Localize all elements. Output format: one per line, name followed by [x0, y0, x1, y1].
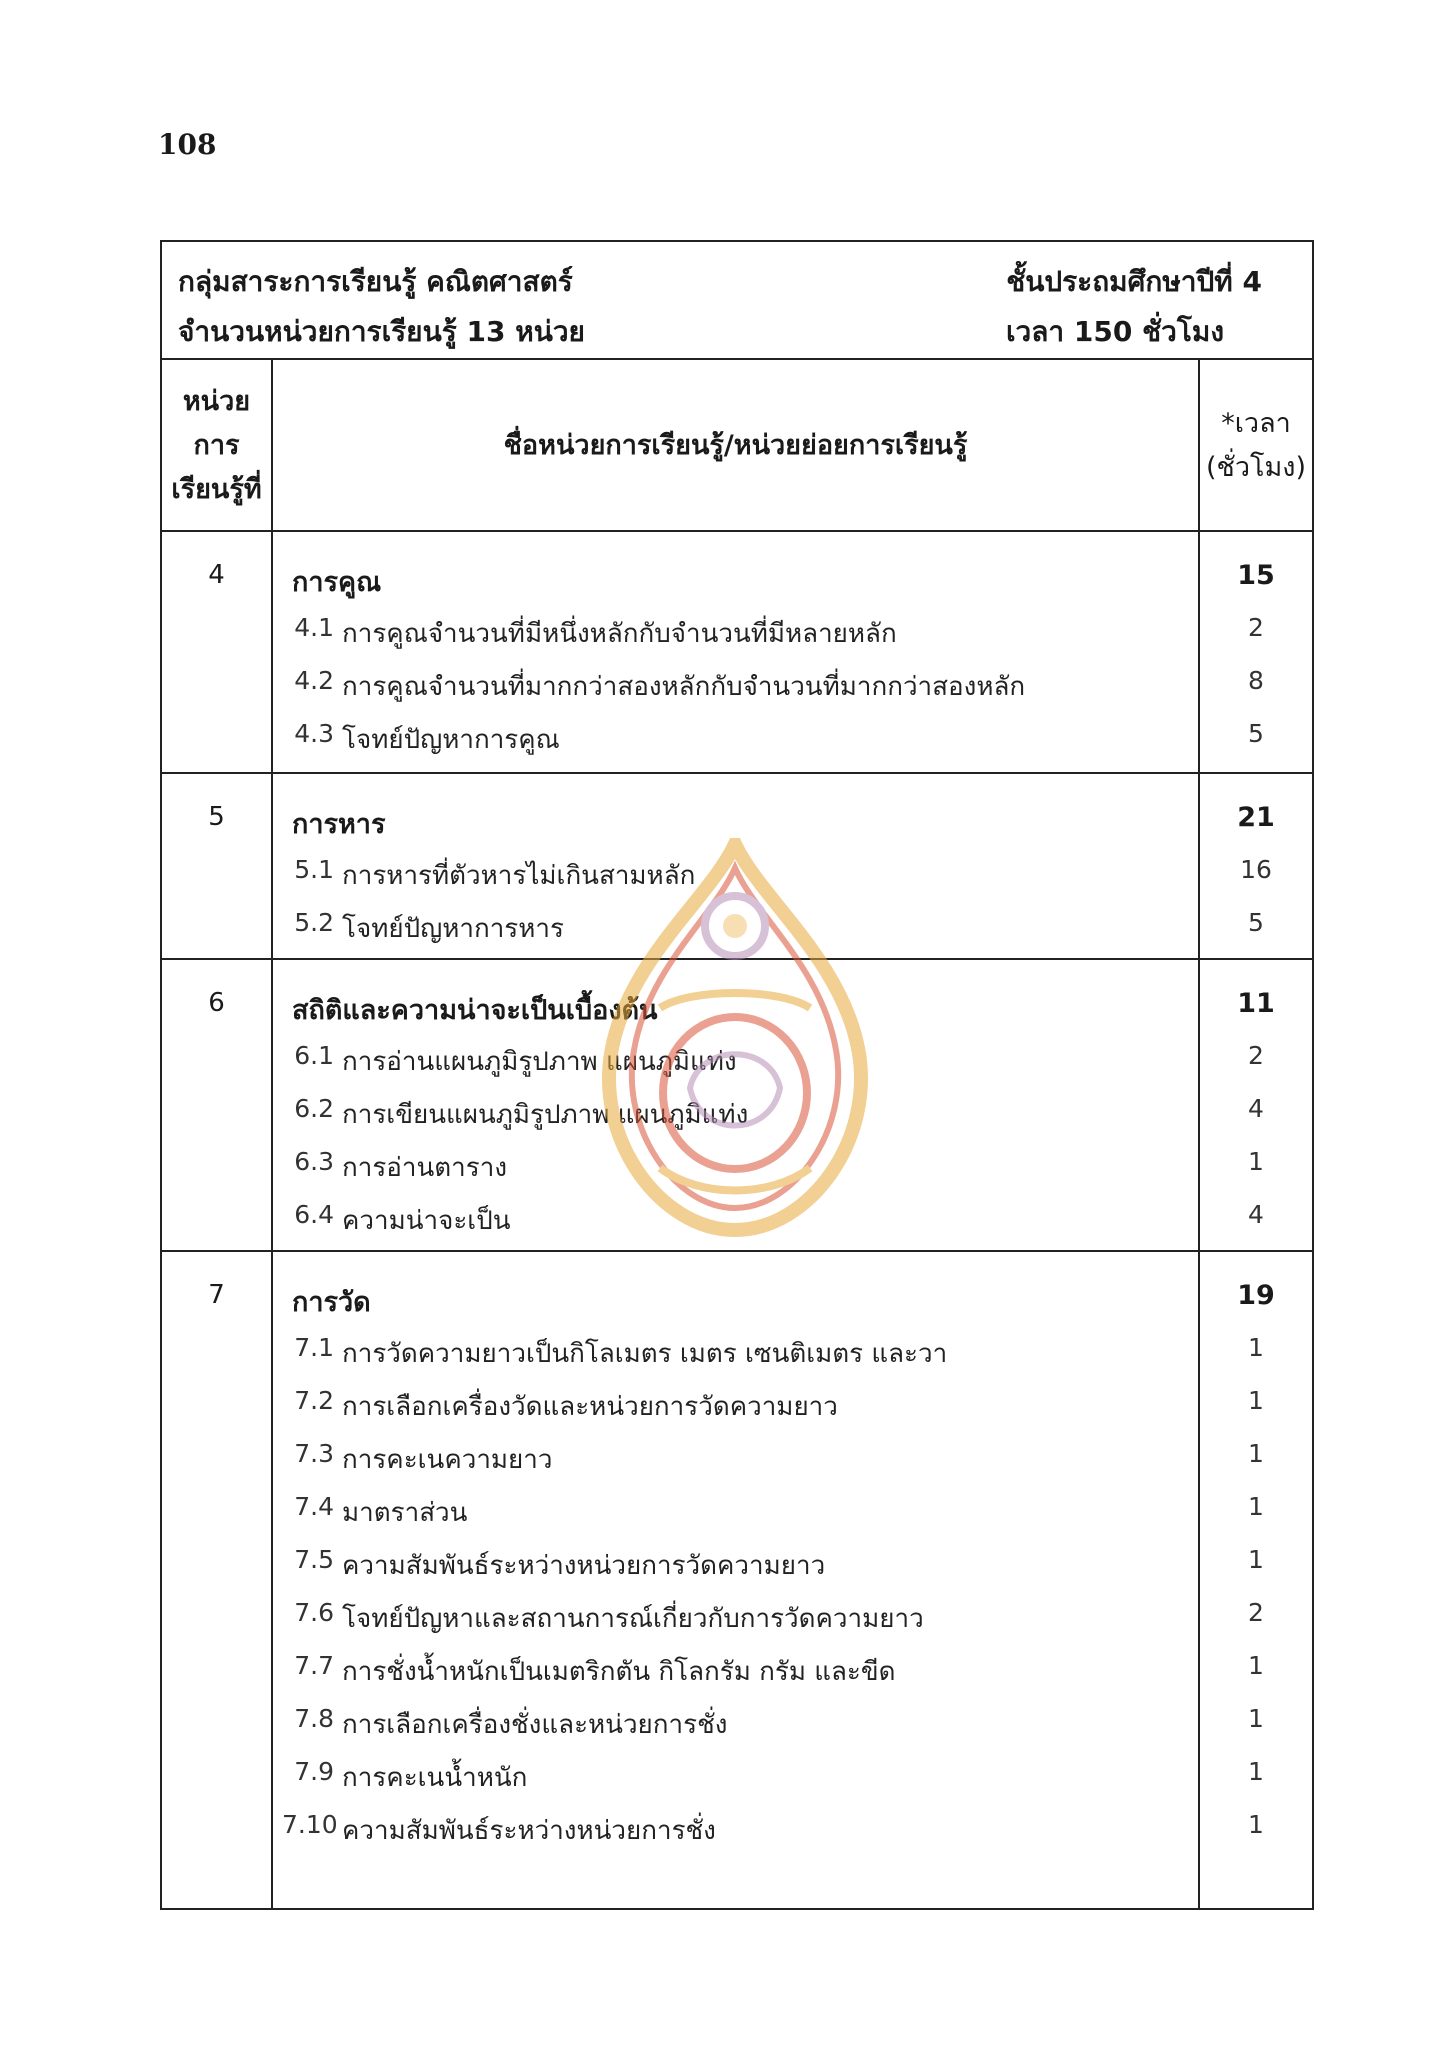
subunit-hours: 1 — [1248, 1147, 1264, 1176]
column-header-name-text: ชื่อหน่วยการเรียนรู้/หน่วยย่อยการเรียนรู้ — [503, 430, 968, 461]
subunit-number: 7.3 — [294, 1439, 334, 1468]
subunit-number: 4.3 — [294, 719, 334, 748]
unit-title-row — [162, 988, 1312, 1041]
subunit-hours: 2 — [1248, 1598, 1264, 1627]
subunit-row — [162, 1147, 1312, 1200]
column-header-time-line: *เวลา — [1221, 408, 1291, 439]
subunit-hours: 4 — [1248, 1200, 1264, 1229]
subunit-row — [162, 1200, 1312, 1253]
subunit-number: 7.4 — [294, 1492, 334, 1521]
subunit-row — [162, 1492, 1312, 1545]
subunit-label: ความสัมพันธ์ระหว่างหน่วยการชั่ง — [342, 1816, 716, 1846]
subunit-hours: 16 — [1240, 855, 1272, 884]
unit-title: การคูณ — [292, 567, 382, 598]
subunit-row — [162, 1094, 1312, 1147]
subunit-label: การอ่านแผนภูมิรูปภาพ แผนภูมิแท่ง — [342, 1047, 737, 1077]
column-header-unit-line: เรียนรู้ที่ — [171, 474, 262, 505]
subunit-row — [162, 1651, 1312, 1704]
subunit-label: การคูณจำนวนที่มีหนึ่งหลักกับจำนวนที่มีหลายหลัก — [342, 619, 897, 649]
subunit-row — [162, 1704, 1312, 1757]
subunit-number: 4.2 — [294, 666, 334, 695]
subunit-hours: 5 — [1248, 908, 1264, 937]
subunit-label: การชั่งน้ำหนักเป็นเมตริกตัน กิโลกรัม กรัม และขีด — [342, 1657, 896, 1687]
subunit-label: การวัดความยาวเป็นกิโลเมตร เมตร เซนติเมตร และวา — [342, 1339, 948, 1369]
unit-number: 5 — [208, 802, 225, 832]
subunit-hours: 1 — [1248, 1439, 1264, 1468]
unit-title-row — [162, 802, 1312, 855]
subunit-number: 6.3 — [294, 1147, 334, 1176]
unit-title-row — [162, 560, 1312, 613]
subunit-row — [162, 666, 1312, 719]
subunit-row — [162, 1041, 1312, 1094]
subunit-hours: 1 — [1248, 1704, 1264, 1733]
subunit-label: การเลือกเครื่องชั่งและหน่วยการชั่ง — [342, 1710, 728, 1740]
subunit-hours: 5 — [1248, 719, 1264, 748]
subunit-label: ความน่าจะเป็น — [342, 1206, 511, 1236]
unit-title: การวัด — [292, 1287, 371, 1318]
subunit-number: 5.1 — [294, 855, 334, 884]
curriculum-table — [160, 240, 1314, 1910]
subunit-hours: 4 — [1248, 1094, 1264, 1123]
subunit-number: 7.10 — [282, 1810, 338, 1839]
total-time: เวลา 150 ชั่วโมง — [1005, 315, 1224, 348]
subunit-number: 7.6 — [294, 1598, 334, 1627]
column-header-unit-line: การ — [193, 430, 240, 461]
subunit-number: 5.2 — [294, 908, 334, 937]
units-count: จำนวนหน่วยการเรียนรู้ 13 หน่วย — [178, 315, 585, 348]
subunit-label: การเลือกเครื่องวัดและหน่วยการวัดความยาว — [342, 1392, 838, 1422]
subunit-row — [162, 1333, 1312, 1386]
page-number: 108 — [158, 128, 217, 161]
unit-hours: 21 — [1237, 802, 1275, 833]
subunit-label: โจทย์ปัญหาการหาร — [342, 914, 564, 944]
subunit-number: 7.2 — [294, 1386, 334, 1415]
subunit-number: 7.9 — [294, 1757, 334, 1786]
column-header-unit-line: หน่วย — [182, 386, 251, 417]
subunit-number: 7.7 — [294, 1651, 334, 1680]
unit-hours: 15 — [1237, 560, 1275, 591]
subunit-row — [162, 1386, 1312, 1439]
subunit-hours: 1 — [1248, 1810, 1264, 1839]
subunit-number: 7.1 — [294, 1333, 334, 1362]
subunit-label: การเขียนแผนภูมิรูปภาพ แผนภูมิแท่ง — [342, 1100, 749, 1130]
subunit-hours: 1 — [1248, 1757, 1264, 1786]
subunit-hours: 1 — [1248, 1651, 1264, 1680]
subunit-row — [162, 1757, 1312, 1810]
subunit-label: การคูณจำนวนที่มากกว่าสองหลักกับจำนวนที่มากกว่าสองหลัก — [342, 672, 1026, 702]
unit-title: สถิติและความน่าจะเป็นเบื้องต้น — [292, 995, 658, 1026]
unit-number: 6 — [208, 988, 225, 1018]
column-header-name — [273, 360, 1200, 532]
subunit-hours: 1 — [1248, 1545, 1264, 1574]
table-header-info — [162, 242, 1312, 360]
subunit-label: การอ่านตาราง — [342, 1153, 508, 1183]
subunit-hours: 2 — [1248, 613, 1264, 642]
unit-title-row — [162, 1280, 1312, 1333]
subunit-hours: 1 — [1248, 1333, 1264, 1362]
subunit-number: 4.1 — [294, 613, 334, 642]
subunit-hours: 1 — [1248, 1386, 1264, 1415]
unit-section — [162, 1250, 1312, 1908]
subunit-hours: 2 — [1248, 1041, 1264, 1070]
subunit-number: 6.1 — [294, 1041, 334, 1070]
subunit-hours: 1 — [1248, 1492, 1264, 1521]
subject-group: กลุ่มสาระการเรียนรู้ คณิตศาสตร์ — [178, 265, 573, 298]
subunit-number: 6.2 — [294, 1094, 334, 1123]
subunit-label: มาตราส่วน — [342, 1498, 468, 1528]
unit-hours: 19 — [1237, 1280, 1275, 1311]
subunit-number: 7.5 — [294, 1545, 334, 1574]
unit-title: การหาร — [292, 809, 386, 840]
unit-hours: 11 — [1237, 988, 1275, 1019]
subunit-label: โจทย์ปัญหาและสถานการณ์เกี่ยวกับการวัดความยาว — [342, 1604, 924, 1634]
subunit-row — [162, 613, 1312, 666]
subunit-label: การคะเนน้ำหนัก — [342, 1763, 528, 1793]
subunit-hours: 8 — [1248, 666, 1264, 695]
column-header-time-line: (ชั่วโมง) — [1205, 452, 1307, 483]
subunit-label: โจทย์ปัญหาการคูณ — [342, 725, 560, 755]
grade-level: ชั้นประถมศึกษาปีที่ 4 — [1006, 265, 1262, 298]
unit-number: 7 — [208, 1280, 225, 1310]
unit-section — [162, 532, 1312, 772]
unit-number: 4 — [208, 560, 225, 590]
subunit-row — [162, 1439, 1312, 1492]
subunit-row — [162, 908, 1312, 961]
unit-section — [162, 958, 1312, 1250]
subunit-row — [162, 1810, 1312, 1863]
column-header-unit — [162, 360, 273, 532]
subunit-label: ความสัมพันธ์ระหว่างหน่วยการวัดความยาว — [342, 1551, 826, 1581]
subunit-number: 7.8 — [294, 1704, 334, 1733]
subunit-row — [162, 1598, 1312, 1651]
column-header-time — [1200, 360, 1312, 532]
subunit-number: 6.4 — [294, 1200, 334, 1229]
subunit-row — [162, 1545, 1312, 1598]
subunit-row — [162, 719, 1312, 772]
subunit-label: การคะเนความยาว — [342, 1445, 553, 1475]
subunit-label: การหารที่ตัวหารไม่เกินสามหลัก — [342, 861, 696, 891]
subunit-row — [162, 855, 1312, 908]
unit-section — [162, 772, 1312, 958]
